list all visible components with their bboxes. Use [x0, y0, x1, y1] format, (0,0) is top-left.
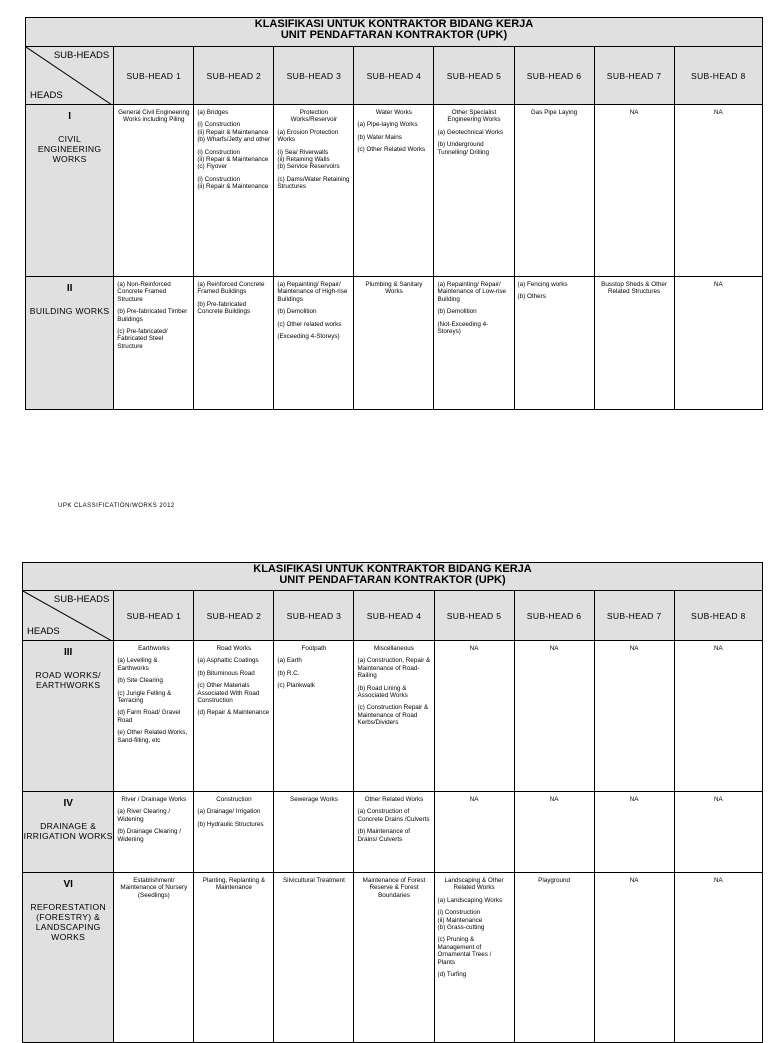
cell-item: (c) Dams/Water Retaining Structures: [277, 175, 350, 191]
sub-head-cell: [274, 641, 354, 792]
sub-head-cell: [354, 641, 434, 792]
cell-item: NA: [713, 877, 723, 884]
cell-item: (a) Levelling & Earthworks: [117, 657, 158, 672]
sub-head-cell: [594, 641, 674, 792]
sub-head-cell: [194, 641, 274, 792]
cell-item: Planting, Replanting & Maintenance: [202, 877, 266, 892]
cell-item: NA: [713, 109, 723, 116]
cell-item: (i) Construction: [197, 175, 241, 183]
cell-item: Establishment/ Maintenance of Nursery (Seedlings): [120, 877, 188, 899]
head-name: REFORESTATION (FORESTRY) & LANDSCAPING WORKS: [30, 902, 106, 942]
sub-head-cell: [514, 277, 594, 410]
cell-item: (a) Non-Reinforced Concrete Framed Structure: [117, 281, 171, 303]
head-name: CIVIL ENGINEERING WORKS: [37, 134, 102, 164]
cell-item: (b) Maintenance of Drains/ Culverts: [357, 828, 410, 843]
sub-head-header: SUB-HEAD 6: [514, 591, 594, 641]
cell-item: Other Related Works: [364, 796, 424, 803]
cell-item: (c) Jungle Felling & Terracing: [117, 689, 172, 705]
cell-item: (ii) Repair & Maintenance: [197, 183, 269, 191]
cell-item: (a) Pipe-laying Works: [357, 121, 418, 129]
cell-item: (c) Other related works: [277, 320, 342, 328]
cell-item: (b) Others: [517, 293, 546, 301]
sub-head-header: SUB-HEAD 6: [514, 47, 594, 105]
sub-head-cell: [594, 105, 674, 277]
cell-item: (Not-Exceeding 4-Storeys): [437, 320, 489, 336]
sub-head-header: SUB-HEAD 5: [434, 47, 514, 105]
table-row: [23, 873, 763, 1043]
sub-head-cell: [674, 873, 762, 1043]
cell-item: Construction: [216, 796, 252, 803]
title-line-2: UNIT PENDAFTARAN KONTRAKTOR (UPK): [279, 574, 506, 586]
cell-item: (Exceeding 4-Storeys): [277, 333, 340, 341]
sub-head-cell: [434, 792, 514, 873]
cell-item: NA: [713, 645, 723, 652]
table-row: [26, 277, 763, 410]
document-footer: UPK CLASSIFICATION/WORKS 2012: [58, 503, 175, 509]
sub-heads-label: SUB-HEADS: [53, 594, 110, 605]
sub-head-cell: [434, 277, 514, 410]
head-roman-numeral: IV: [63, 798, 73, 809]
cell-item: (b) Hydraulic Structures: [197, 820, 264, 828]
cell-item: (b) Water Mains: [357, 133, 402, 141]
cell-item: NA: [713, 281, 723, 288]
table-row: [26, 105, 763, 277]
cell-item: Maintenance of Forest Reserve & Forest Boundaries: [362, 877, 426, 899]
sub-head-header: SUB-HEAD 4: [354, 47, 434, 105]
table-title: [23, 563, 763, 591]
cell-item: Other Specialist Engineering Works: [447, 109, 501, 124]
cell-item: (b) Wharfs/Jetty and other: [197, 136, 271, 144]
classification-table-1: [25, 17, 763, 410]
cell-item: (c) Plankwalk: [277, 682, 315, 690]
cell-item: Busstop Sheds & Other Related Structures: [601, 281, 667, 296]
cell-item: Plumbing & Sanitary Works: [365, 281, 423, 296]
sub-head-cell: [194, 873, 274, 1043]
cell-item: (a) River Clearing / Widening: [117, 808, 171, 823]
sub-head-header: SUB-HEAD 4: [354, 591, 434, 641]
sub-head-cell: [354, 873, 434, 1043]
sub-head-header: SUB-HEAD 5: [434, 591, 514, 641]
sub-head-cell: [114, 792, 194, 873]
cell-item: (ii) Retaining Walls: [277, 156, 330, 164]
sub-head-cell: [594, 277, 674, 410]
head-roman-numeral: III: [63, 647, 73, 658]
cell-item: NA: [629, 796, 639, 803]
cell-item: (a) Construction, Repair & Maintenance of Road-Railing: [357, 657, 431, 680]
cell-item: (a) Repainting/ Repair/ Maintenance of High-rise Buildings: [277, 281, 348, 303]
cell-item: NA: [549, 796, 559, 803]
table-title: [26, 18, 763, 47]
cell-item: (a) Construction of Concrete Drains /Culverts: [357, 808, 430, 823]
cell-item: (a) Repainting/ Repair/ Maintenance of Low-rise Building: [437, 281, 507, 303]
cell-item: (a) Reinforced Concrete Framed Buildings: [197, 281, 265, 296]
classification-table-2: [22, 562, 763, 1043]
cell-item: (b) Site Clearing: [117, 677, 163, 685]
sub-head-cell: [354, 277, 434, 410]
sub-head-cell: [514, 873, 594, 1043]
cell-item: Miscellaneous: [374, 645, 414, 652]
cell-item: (a) Earth: [277, 657, 302, 665]
cell-item: (ii) Maintenance: [437, 916, 483, 924]
cell-item: NA: [469, 645, 479, 652]
cell-item: (c) Pruning & Management of Ornamental Trees / Plants: [437, 936, 492, 966]
sub-head-cell: [354, 105, 434, 277]
sub-head-cell: [514, 641, 594, 792]
heads-label: HEADS: [27, 626, 60, 637]
cell-item: (b) Service Reservoirs: [277, 163, 340, 171]
sub-head-header: SUB-HEAD 7: [594, 47, 674, 105]
cell-item: (c) Flyover: [197, 163, 228, 171]
head-roman-numeral: VI: [63, 879, 73, 890]
sub-head-cell: [194, 277, 274, 410]
cell-item: (b) Pre-fabricated Concrete Buildings: [197, 300, 251, 316]
cell-item: Footpath: [301, 645, 327, 652]
cell-item: (i) Construction: [197, 148, 241, 156]
cell-item: NA: [469, 796, 479, 803]
cell-item: (b) Underground Tunnelling/ Drilling: [437, 141, 490, 156]
cell-item: (a) Bridges: [197, 109, 229, 116]
cell-item: (i) Construction: [437, 909, 481, 917]
cell-item: (e) Other Related Works, Sand-filling, etc: [117, 729, 188, 744]
cell-item: Landscaping & Other Related Works: [444, 877, 504, 892]
head-cell: [26, 277, 114, 410]
sub-head-cell: [274, 105, 354, 277]
head-cell: [23, 792, 114, 873]
head-roman-numeral: II: [66, 283, 73, 294]
head-name: BUILDING WORKS: [29, 306, 110, 316]
cell-item: (a) Geotechnical Works: [437, 128, 504, 136]
cell-item: (b) Bituminous Road: [197, 669, 255, 677]
cell-item: (c) Other Related Works: [357, 146, 426, 154]
sub-head-header: SUB-HEAD 8: [674, 47, 762, 105]
sub-head-cell: [674, 792, 762, 873]
sub-head-cell: [434, 641, 514, 792]
heads-label: HEADS: [30, 90, 63, 101]
sub-head-header: SUB-HEAD 8: [674, 591, 762, 641]
head-cell: [23, 873, 114, 1043]
cell-item: River / Drainage Works: [121, 796, 187, 803]
cell-item: NA: [549, 645, 559, 652]
sub-head-cell: [274, 277, 354, 410]
sub-head-cell: [434, 873, 514, 1043]
sub-head-cell: [194, 792, 274, 873]
title-line-2: UNIT PENDAFTARAN KONTRAKTOR (UPK): [280, 29, 508, 41]
sub-head-cell: [274, 873, 354, 1043]
cell-item: Sewerage Works: [290, 796, 338, 803]
cell-item: (b) Drainage Clearing / Widening: [117, 828, 182, 843]
sub-head-header: SUB-HEAD 3: [274, 47, 354, 105]
cell-item: (i) Construction: [197, 121, 241, 129]
cell-item: Silvicultural Treatment: [282, 877, 345, 884]
cell-item: (c) Construction Repair & Maintenance of Road Kerbs/Dividers: [357, 704, 429, 727]
cell-item: (b) Pre-fabricated Timber Buildings: [117, 308, 188, 323]
cell-item: NA: [629, 645, 639, 652]
cell-item: NA: [629, 109, 639, 116]
cell-item: Water Works: [375, 109, 412, 116]
cell-item: General Civil Engineering Works including Piling: [118, 109, 190, 124]
cell-item: (b) Demolition: [437, 308, 477, 316]
sub-head-cell: [674, 105, 762, 277]
cell-item: (a) Erosion Protection Works: [277, 128, 339, 144]
table-row: [23, 792, 763, 873]
cell-item: Road Works: [216, 645, 252, 652]
cell-item: Gas Pipe Laying: [530, 109, 578, 116]
head-name: ROAD WORKS/ EARTHWORKS: [35, 670, 101, 690]
cell-item: (ii) Repair & Maintenance: [197, 128, 269, 136]
head-cell: [26, 105, 114, 277]
sub-heads-label: SUB-HEADS: [53, 50, 110, 61]
sub-head-header: SUB-HEAD 3: [274, 591, 354, 641]
sub-head-cell: [514, 105, 594, 277]
sub-head-cell: [354, 792, 434, 873]
cell-item: (a) Asphaltic Coatings: [197, 657, 259, 665]
head-name: DRAINAGE & IRRIGATION WORKS: [23, 821, 113, 841]
cell-item: (a) Fencing works: [517, 281, 568, 288]
sub-head-cell: [274, 792, 354, 873]
cell-item: NA: [713, 796, 723, 803]
cell-item: Earthworks: [138, 645, 170, 652]
heads-subheads-corner: [26, 47, 114, 105]
cell-item: (d) Turfing: [437, 971, 467, 979]
heads-subheads-corner: [23, 591, 114, 641]
cell-item: (a) Landscaping Works: [437, 896, 503, 904]
cell-item: (d) Repair & Maintenance: [197, 709, 270, 717]
cell-item: (i) Sea/ Riverwalls: [277, 148, 329, 156]
sub-head-cell: [114, 277, 194, 410]
sub-head-cell: [674, 641, 762, 792]
head-cell: [23, 641, 114, 792]
title-line-1: KLASIFIKASI UNTUK KONTRAKTOR BIDANG KERJA: [253, 563, 532, 575]
sub-head-header: SUB-HEAD 1: [114, 591, 194, 641]
cell-item: (b) R.C.: [277, 669, 300, 677]
sub-head-cell: [434, 105, 514, 277]
sub-head-header: SUB-HEAD 7: [594, 591, 674, 641]
cell-item: (b) Road Lining & Associated Works: [357, 684, 408, 700]
cell-item: Protection Works/Reservoir: [290, 109, 338, 124]
sub-head-cell: [114, 641, 194, 792]
sub-head-cell: [594, 792, 674, 873]
table-row: [23, 641, 763, 792]
sub-head-cell: [594, 873, 674, 1043]
sub-head-cell: [674, 277, 762, 410]
cell-item: (b) Grass-cutting: [437, 924, 485, 932]
sub-head-cell: [114, 873, 194, 1043]
cell-item: (c) Pre-fabricated/ Fabricated Steel Structure: [117, 328, 168, 350]
sub-head-header: SUB-HEAD 2: [194, 47, 274, 105]
head-roman-numeral: I: [68, 111, 72, 122]
sub-head-header: SUB-HEAD 2: [194, 591, 274, 641]
cell-item: NA: [629, 877, 639, 884]
cell-item: Playground: [538, 877, 571, 884]
cell-item: (d) Farm Road/ Gravel Road: [117, 709, 181, 724]
cell-item: (b) Demolition: [277, 308, 317, 316]
sub-head-cell: [114, 105, 194, 277]
sub-head-cell: [194, 105, 274, 277]
cell-item: (a) Drainage/ Irrigation: [197, 808, 261, 816]
sub-head-header: SUB-HEAD 1: [114, 47, 194, 105]
sub-head-cell: [514, 792, 594, 873]
cell-item: (ii) Repair & Maintenance: [197, 156, 269, 164]
cell-item: (c) Other Materials Associated With Road Construction: [197, 682, 260, 705]
title-line-1: KLASIFIKASI UNTUK KONTRAKTOR BIDANG KERJA: [254, 18, 534, 30]
